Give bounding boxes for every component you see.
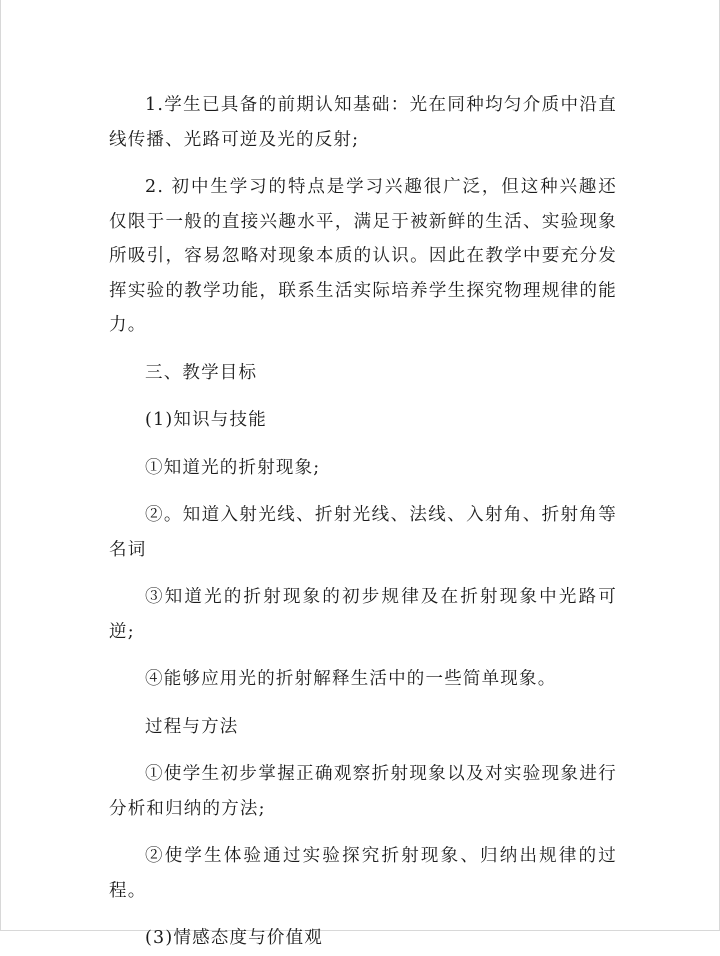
subheading-knowledge-skills: (1)知识与技能 xyxy=(145,410,267,430)
goal-item-1: ①知道光的折射现象; xyxy=(145,457,321,478)
paragraph-prior-knowledge: 1.学生已具备的前期认知基础：光在同种均匀介质中沿直线传播、光路可逆及光的反射; xyxy=(109,95,617,150)
goal-item-2: ②。知道入射光线、折射光线、法线、入射角、折射角等名词 xyxy=(109,505,617,560)
section-heading-teaching-goals: 三、教学目标 xyxy=(145,362,258,383)
goal-item-4: ④能够应用光的折射解释生活中的一些简单现象。 xyxy=(145,669,557,689)
goal-item-3: ③知道光的折射现象的初步规律及在折射现象中光路可逆; xyxy=(109,587,617,642)
process-item-1: ①使学生初步掌握正确观察折射现象以及对实验现象进行分析和归纳的方法; xyxy=(109,764,617,819)
paragraph-learning-traits: 2. 初中生学习的特点是学习兴趣很广泛，但这种兴趣还仅限于一般的直接兴趣水平，满足于被新鲜的生活、实验现象所吸引，容易忽略对现象本质的认识。因此在教学中要充分发挥实验的教学功能，联系生活实际培养学生探究物理规律的能力。 xyxy=(109,177,617,335)
subheading-process-methods: 过程与方法 xyxy=(145,716,239,737)
subheading-attitudes-values: (3)情感态度与价值观 xyxy=(145,928,323,948)
document-body xyxy=(109,88,617,956)
process-item-2: ②使学生体验通过实验探究折射现象、归纳出规律的过程。 xyxy=(109,846,617,901)
